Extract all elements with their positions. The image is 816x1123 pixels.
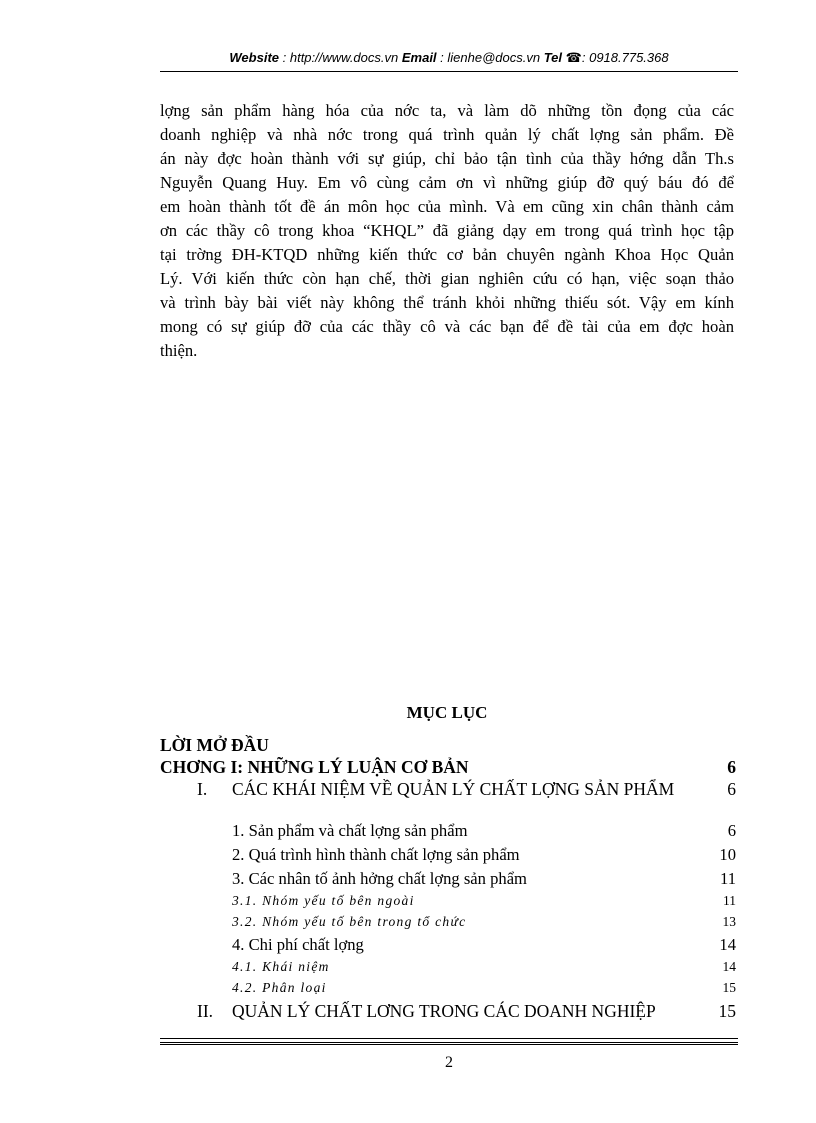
- body-line: em hoàn thành tốt đề án môn học của mình. Và em cũng xin chân thành cảm: [160, 197, 734, 216]
- body-line: Lý. Với kiến thức còn hạn chế, thời gian nghiên cứu có hạn, việc soạn thảo: [160, 269, 734, 288]
- body-line: lợng sản phẩm hàng hóa của nớc ta, và làm dõ những tồn đọng của các: [160, 101, 734, 120]
- toc-entry-page: 6: [727, 821, 736, 840]
- toc-entry[interactable]: [232, 980, 736, 996]
- body-line: mong có sự giúp đỡ của các thầy cô và các bạn để đề tài của em đợc hoàn: [160, 317, 734, 336]
- toc-entry-page: 6: [727, 779, 736, 799]
- toc-entry-page: 10: [719, 845, 736, 864]
- toc-entry[interactable]: [232, 935, 736, 955]
- email-label: Email: [401, 50, 437, 65]
- toc-entry-label: 3.1. Nhóm yếu tố bên ngoài: [232, 893, 415, 908]
- toc-entry-page: 14: [719, 935, 736, 954]
- toc-entry-label: CHƠNG I: NHỮNG LÝ LUẬN CƠ BẢN: [160, 757, 469, 777]
- body-line: tại trờng ĐH-KTQD những kiến thức cơ bản chuyên ngành Khoa Học Quản: [160, 245, 734, 264]
- toc-entry[interactable]: [160, 757, 736, 778]
- body-line: ơn các thầy cô trong khoa “KHQL” đã giảng dạy em trong quá trình học tập: [160, 221, 734, 240]
- body-paragraph: [160, 99, 734, 363]
- body-line: và trình bày bài viết này không thể tránh khỏi những thiếu sót. Vậy em kính: [160, 293, 734, 312]
- toc-entry-label: 1. Sản phẩm và chất lợng sản phẩm: [232, 821, 468, 840]
- toc-entry[interactable]: [160, 735, 736, 756]
- footer-rule-double: [160, 1042, 738, 1045]
- toc-entry-page: 6: [727, 757, 736, 777]
- toc-entry-label: QUẢN LÝ CHẤT LƠNG TRONG CÁC DOANH NGHIỆP: [232, 1001, 656, 1021]
- tel-value: : 0918.775.368: [581, 50, 669, 65]
- phone-icon: ☎: [565, 50, 582, 65]
- toc-entry-label: 4. Chi phí chất lợng: [232, 935, 364, 954]
- body-line: doanh nghiệp và nhà nớc trong quá trình quản lý chất lợng sản phẩm. Đề: [160, 125, 734, 144]
- toc-entry-page: 11: [720, 869, 736, 888]
- body-line: thiện.: [160, 341, 198, 360]
- page-number: 2: [445, 1054, 453, 1071]
- toc-entry[interactable]: [197, 1001, 736, 1022]
- toc-title: MỤC LỤC: [406, 703, 488, 722]
- toc-entry-label: 3.2. Nhóm yếu tố bên trong tổ chức: [232, 914, 467, 929]
- toc-entry[interactable]: [232, 869, 736, 889]
- toc-entry-label: 4.2. Phân loại: [232, 980, 327, 995]
- toc-entry[interactable]: [232, 959, 736, 975]
- body-line: án này đợc hoàn thành với sự giúp, chỉ bảo tận tình của thầy hớng dẫn Th.s: [160, 149, 734, 168]
- toc-entry[interactable]: [232, 893, 736, 909]
- toc-entry-label: 3. Các nhân tố ảnh hởng chất lợng sản phẩm: [232, 869, 527, 888]
- toc-entry-page: 11: [723, 893, 736, 908]
- toc-entry-page: 13: [722, 914, 736, 929]
- toc-entry-label: CÁC KHÁI NIỆM VỀ QUẢN LÝ CHẤT LỢNG SẢN PHẨM: [232, 779, 675, 799]
- body-line: Nguyễn Quang Huy. Em vô cùng cảm ơn vì những giúp đỡ quý báu đó để: [160, 173, 734, 192]
- website-label: Website: [229, 50, 279, 65]
- toc-entry[interactable]: [232, 914, 736, 930]
- website-value: : http://www.docs.vn: [282, 50, 399, 65]
- toc-entry-prefix: I.: [197, 779, 208, 799]
- toc-entry-label: 4.1. Khái niệm: [232, 959, 330, 974]
- toc-entry[interactable]: [197, 779, 736, 800]
- toc-entry-page: 14: [722, 959, 736, 974]
- toc-entry-page: 15: [718, 1001, 736, 1021]
- header-rule: [160, 71, 738, 72]
- tel-label: Tel: [543, 50, 563, 65]
- toc-entry[interactable]: [232, 821, 736, 841]
- toc-entry-prefix: II.: [197, 1001, 214, 1021]
- email-value: : lienhe@docs.vn: [440, 50, 541, 65]
- footer-rule: [160, 1038, 738, 1039]
- page-header: [160, 50, 738, 66]
- toc-entry[interactable]: [232, 845, 736, 865]
- toc-entry-label: LỜI MỞ ĐẦU: [160, 735, 269, 755]
- toc-entry-page: 15: [722, 980, 736, 995]
- toc-entry-label: 2. Quá trình hình thành chất lợng sản phẩm: [232, 845, 520, 864]
